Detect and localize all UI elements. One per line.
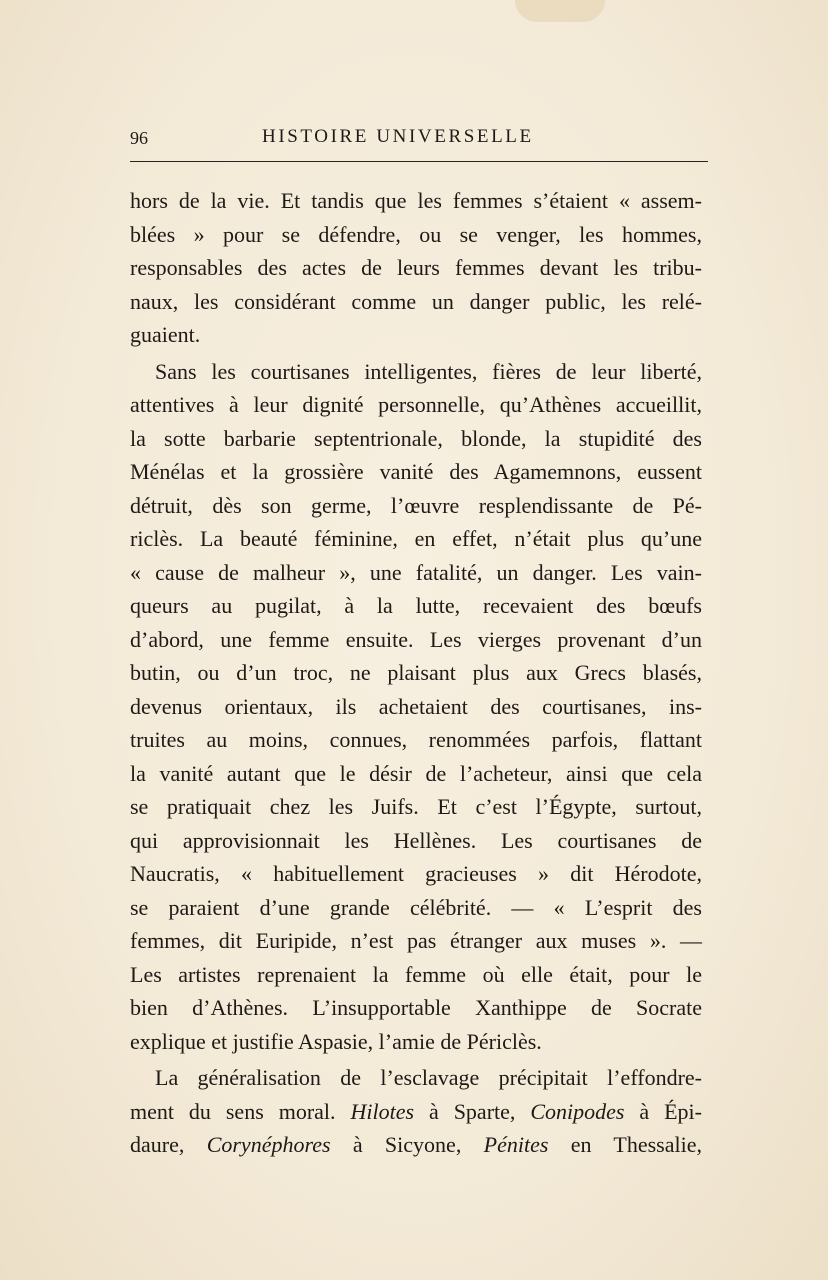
text-line: « cause de malheur », une fatalité, un danger. Les vain- <box>130 559 702 585</box>
text-line: se paraient d’une grande célébrité. — « L’esprit des <box>130 894 702 920</box>
text-line: riclès. La beauté féminine, en effet, n’était plus qu’une <box>130 526 702 551</box>
text-line: la sotte barbarie septentrionale, blonde, la stupidité des <box>130 425 702 451</box>
paragraph-3 <box>130 1061 702 1162</box>
page-number: 96 <box>130 128 148 148</box>
text-line: qui approvisionnait les Hellènes. Les courtisanes de <box>130 827 702 853</box>
text-line: devenus orientaux, ils achetaient des courtisanes, ins- <box>130 693 702 719</box>
text-line: attentives à leur dignité personnelle, qu’Athènes accueillit, <box>130 392 702 417</box>
paragraph-2 <box>130 355 702 1059</box>
text-line: Naucratis, « habituellement gracieuses » dit Hérodote, <box>130 861 702 886</box>
running-title: HISTOIRE UNIVERSELLE <box>262 126 534 147</box>
text-line: butin, ou d’un troc, ne plaisant plus aux Grecs blasés, <box>130 660 702 685</box>
text-line: bien d’Athènes. L’insupportable Xanthippe de Socrate <box>130 995 702 1020</box>
text-line: d’abord, une femme ensuite. Les vierges provenant d’un <box>130 626 702 652</box>
text-line: truites au moins, connues, renommées parfois, flattant <box>130 727 702 752</box>
paragraph-1 <box>130 184 702 352</box>
text-fragment: à Sparte, <box>414 1098 531 1124</box>
text-line <box>130 1128 702 1162</box>
running-header <box>130 124 710 154</box>
text-fragment: daure, <box>130 1132 207 1157</box>
text-line: responsables des actes de leurs femmes devant les tribu- <box>130 255 702 280</box>
text-fragment: en Thessalie, <box>548 1132 702 1157</box>
text-line <box>130 1095 702 1129</box>
text-line: Les artistes reprenaient la femme où elle était, pour le <box>130 961 702 987</box>
text-line: blées » pour se défendre, ou se venger, les hommes, <box>130 221 702 247</box>
body-text <box>130 184 702 1162</box>
text-line: La généralisation de l’esclavage précipitait l’effondre- <box>155 1065 702 1090</box>
text-line: hors de la vie. Et tandis que les femmes s’étaient « assem- <box>130 188 702 213</box>
text-line: queurs au pugilat, à la lutte, recevaient des bœufs <box>130 593 702 618</box>
text-line-start: ment du sens moral. <box>130 1098 336 1124</box>
text-line: naux, les considérant comme un danger public, les relé- <box>130 288 702 314</box>
text-line: guaient. <box>130 322 201 347</box>
text-line: Sans les courtisanes intelligentes, fières de leur liberté, <box>155 358 702 384</box>
text-fragment: à Sicyone, <box>330 1132 484 1157</box>
italic-term: Conipodes <box>530 1098 625 1124</box>
italic-term: Pénites <box>483 1132 549 1157</box>
text-fragment: à Épi- <box>624 1098 702 1124</box>
text-line: détruit, dès son germe, l’œuvre resplendissante de Pé- <box>130 492 702 518</box>
italic-term: Hilotes <box>350 1098 415 1124</box>
paper-stain <box>515 0 605 22</box>
header-rule <box>130 161 708 162</box>
text-line: Ménélas et la grossière vanité des Agamemnons, eussent <box>130 459 702 484</box>
text-line: la vanité autant que le désir de l’acheteur, ainsi que cela <box>130 760 702 786</box>
text-line: explique et justifie Aspasie, l’amie de Périclès. <box>130 1028 542 1054</box>
text-line: se pratiquait chez les Juifs. Et c’est l’Égypte, surtout, <box>130 794 702 819</box>
italic-term: Corynéphores <box>206 1132 331 1157</box>
text-line: femmes, dit Euripide, n’est pas étranger aux muses ». — <box>130 928 702 953</box>
